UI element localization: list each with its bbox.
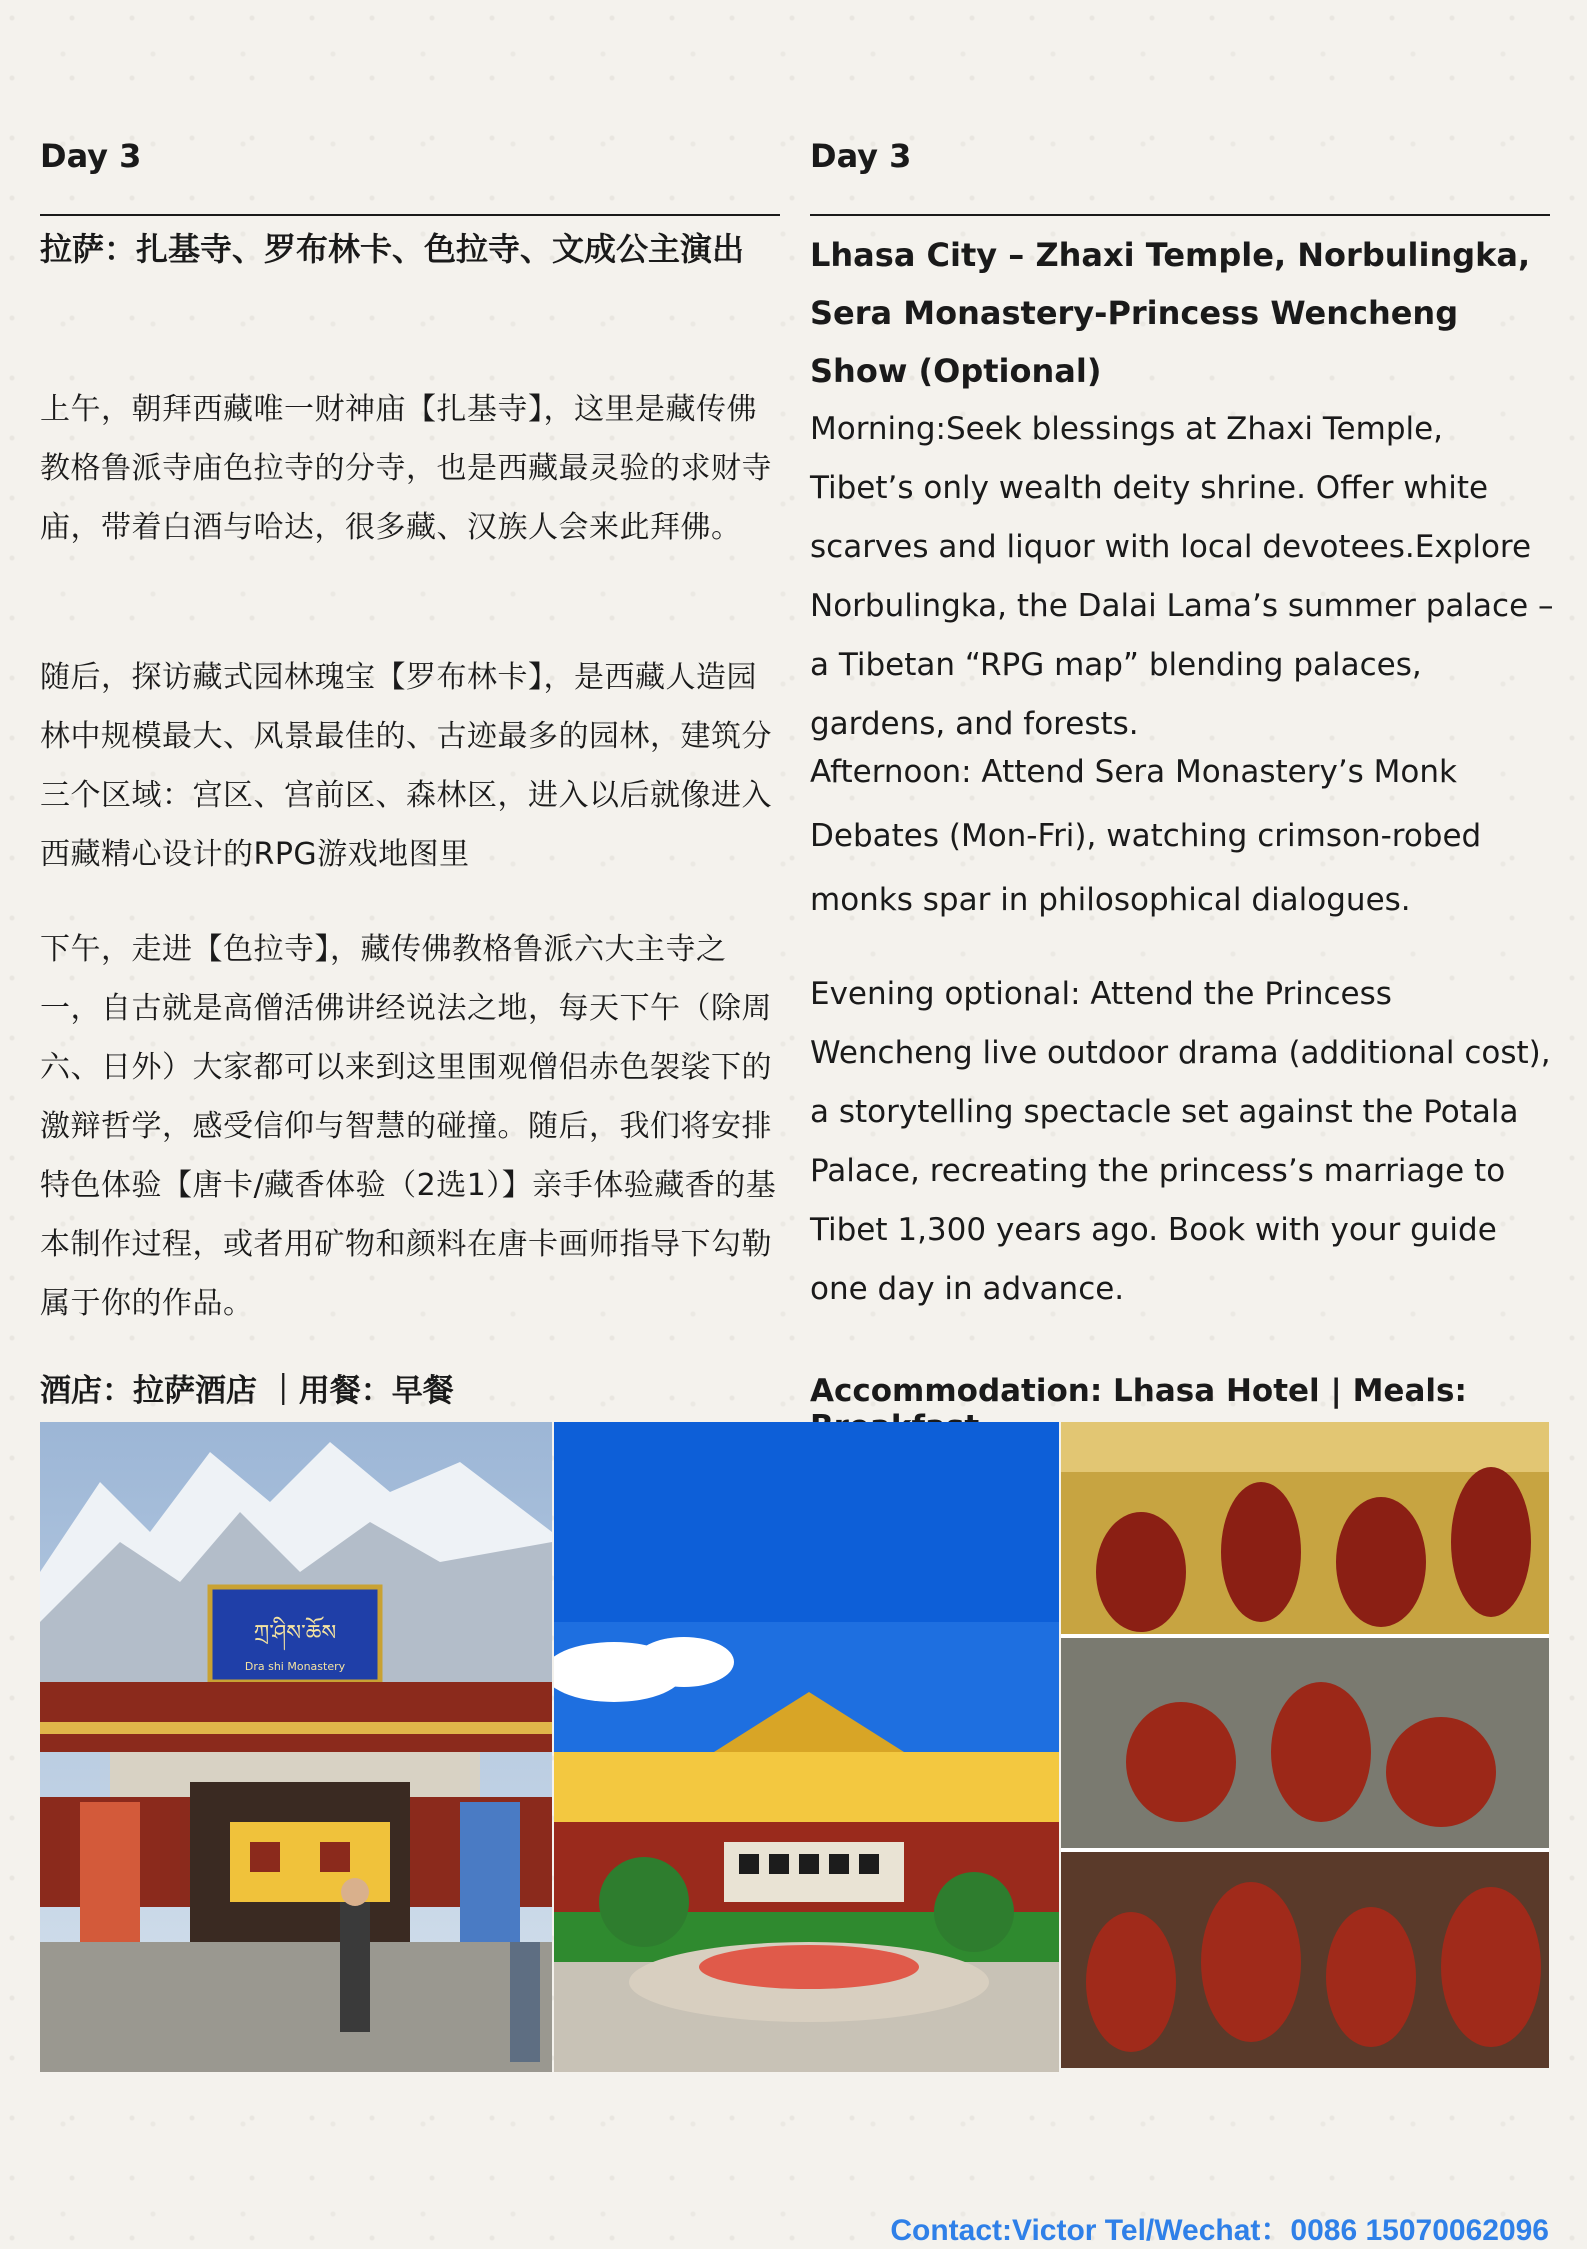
paragraph-norbulingka: 随后，探访藏式园林瑰宝【罗布林卡】，是西藏人造园林中规模最大、风景最佳的、古迹最多的园林，建筑分三个区域：宫区、宫前区、森林区，进入以后就像进入西藏精心设计的RPG游戏地图里 <box>40 660 772 872</box>
paragraph-sera: 下午，走进【色拉寺】，藏传佛教格鲁派六大主寺之一，自古就是高僧活佛讲经说法之地，每天下午（除周六、日外）大家都可以来到这里围观僧侣赤色袈裟下的激辩哲学，感受信仰与智慧的碰撞。随后，我们将安排特色体验【唐卡/藏香体验（2选1）】亲手体验藏香的基本制作过程，或者用矿物和颜料在唐卡画师指导下勾勒属于你的作品。 <box>40 932 777 1321</box>
accommodation-meals-line: Accommodation: Lhasa Hotel | Meals: <box>810 1373 1467 1409</box>
contact-line: Contact:Victor Tel/Wechat：0086 15070062096 <box>890 2214 1549 2247</box>
hotel-meals-line: 酒店：拉萨酒店 ｜用餐：早餐 <box>40 1373 454 1409</box>
paragraph-morning: 上午，朝拜西藏唯一财神庙【扎基寺】，这里是藏传佛教格鲁派寺庙色拉寺的分寺，也是西藏最灵验的求财寺庙，带着白酒与哈达，很多藏、汉族人会来此拜佛。 <box>40 392 772 545</box>
day-label: Day 3 <box>40 137 142 175</box>
sera-debate-photos <box>1061 1422 1549 2068</box>
day-subtitle: 拉萨：扎基寺、罗布林卡、色拉寺、文成公主演出 <box>40 230 745 268</box>
paragraph-evening: Evening optional: Attend the Princess Wencheng live outdoor drama (additional cost), a storytelling spectacle set against the Potala Palace, recreating the princess’s marriage to Tibet 1,300 years ago. Book with your guide one day in advance. <box>810 976 1551 1307</box>
divider-line <box>40 214 780 216</box>
zhaxi-temple-photo <box>40 1422 552 2072</box>
day-label: Day 3 <box>810 137 912 175</box>
day-subtitle: Lhasa City – Zhaxi Temple, Norbulingka, Sera Monastery-Princess Wencheng Show (Optional) <box>810 236 1531 390</box>
divider-line <box>810 214 1550 216</box>
paragraph-afternoon: Afternoon: Attend Sera Monastery’s Monk Debates (Mon-Fri), watching crimson-robed monks spar in philosophical dialogues. <box>810 754 1482 918</box>
norbulingka-photo <box>554 1422 1059 2072</box>
temple-sign-tibetan: ཀྲ་ཤིས་ཆོས <box>253 1621 337 1646</box>
paragraph-morning: Morning:Seek blessings at Zhaxi Temple, Tibet’s only wealth deity shrine. Offer white scarves and liquor with local devotees.Explore Norbulingka, the Dalai Lama’s summer palace – a Tibetan “RPG map” blending palaces, gardens, and forests. <box>810 411 1554 742</box>
temple-sign-english: Dra shi Monastery <box>244 1660 346 1673</box>
